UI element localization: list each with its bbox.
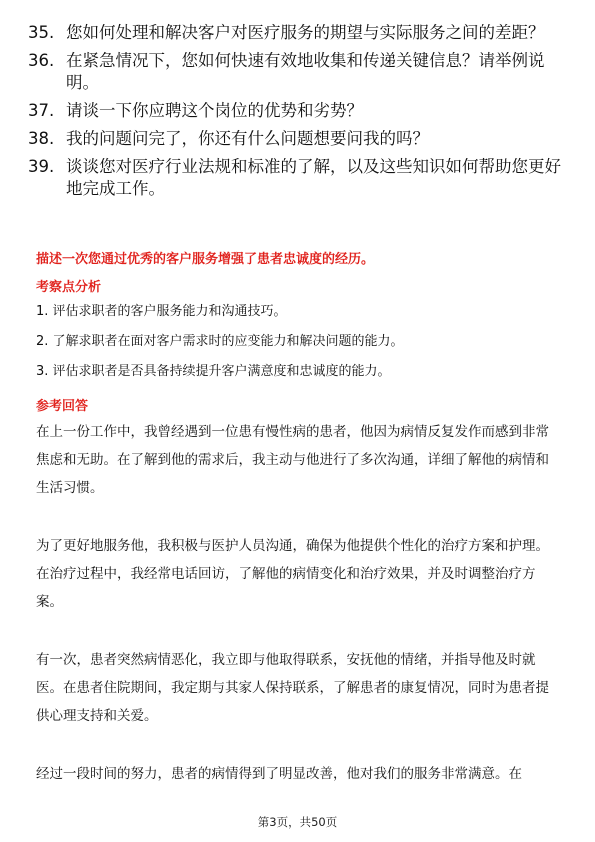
analysis-point: 2. 了解求职者在面对客户需求时的应变能力和解决问题的能力。 bbox=[36, 334, 404, 349]
question-text: 谈谈您对医疗行业法规和标准的了解，以及这些知识如何帮助您更好地完成工作。 bbox=[66, 157, 561, 198]
question-number: 37. bbox=[28, 101, 55, 120]
answer-paragraph: 为了更好地服务他，我积极与医护人员沟通，确保为他提供个性化的治疗方案和护理。在治疗过程中，我经常电话回访，了解他的病情变化和治疗效果，并及时调整治疗方案。 bbox=[36, 538, 549, 610]
page-footer: 第3页，共50页 bbox=[257, 815, 338, 829]
question-number: 36. bbox=[28, 51, 55, 70]
question-number: 38. bbox=[28, 129, 55, 148]
question-item bbox=[28, 156, 568, 200]
question-item bbox=[28, 100, 568, 122]
answer-title: 参考回答 bbox=[36, 399, 89, 414]
question-text: 您如何处理和解决客户对医疗服务的期望与实际服务之间的差距？ bbox=[66, 23, 545, 42]
answer-paragraph: 经过一段时间的努力，患者的病情得到了明显改善，他对我们的服务非常满意。在 bbox=[36, 766, 522, 782]
question-list bbox=[28, 22, 568, 206]
question-number: 35. bbox=[28, 23, 55, 42]
question-item bbox=[28, 50, 568, 94]
answer-body bbox=[36, 418, 560, 818]
analysis-points bbox=[36, 303, 566, 393]
question-item bbox=[28, 128, 568, 150]
question-text: 请谈一下你应聘这个岗位的优势和劣势？ bbox=[66, 101, 363, 120]
question-text: 在紧急情况下，您如何快速有效地收集和传递关键信息？请举例说明。 bbox=[66, 51, 545, 92]
answer-paragraph: 在上一份工作中，我曾经遇到一位患有慢性病的患者，他因为病情反复发作而感到非常焦虑和无助。在了解到他的需求后，我主动与他进行了多次沟通，详细了解他的病情和生活习惯。 bbox=[36, 424, 549, 496]
highlight-question: 描述一次您通过优秀的客户服务增强了患者忠诚度的经历。 bbox=[36, 252, 375, 267]
analysis-point: 3. 评估求职者是否具备持续提升客户满意度和忠诚度的能力。 bbox=[36, 364, 391, 379]
question-number: 39. bbox=[28, 157, 55, 176]
answer-paragraph: 有一次，患者突然病情恶化，我立即与他取得联系，安抚他的情绪，并指导他及时就医。在患者住院期间，我定期与其家人保持联系，了解患者的康复情况，同时为患者提供心理支持和关爱。 bbox=[36, 652, 549, 724]
question-text: 我的问题问完了，你还有什么问题想要问我的吗？ bbox=[66, 129, 429, 148]
question-item bbox=[28, 22, 568, 44]
analysis-point: 1. 评估求职者的客户服务能力和沟通技巧。 bbox=[36, 304, 287, 319]
analysis-title: 考察点分析 bbox=[36, 280, 102, 295]
